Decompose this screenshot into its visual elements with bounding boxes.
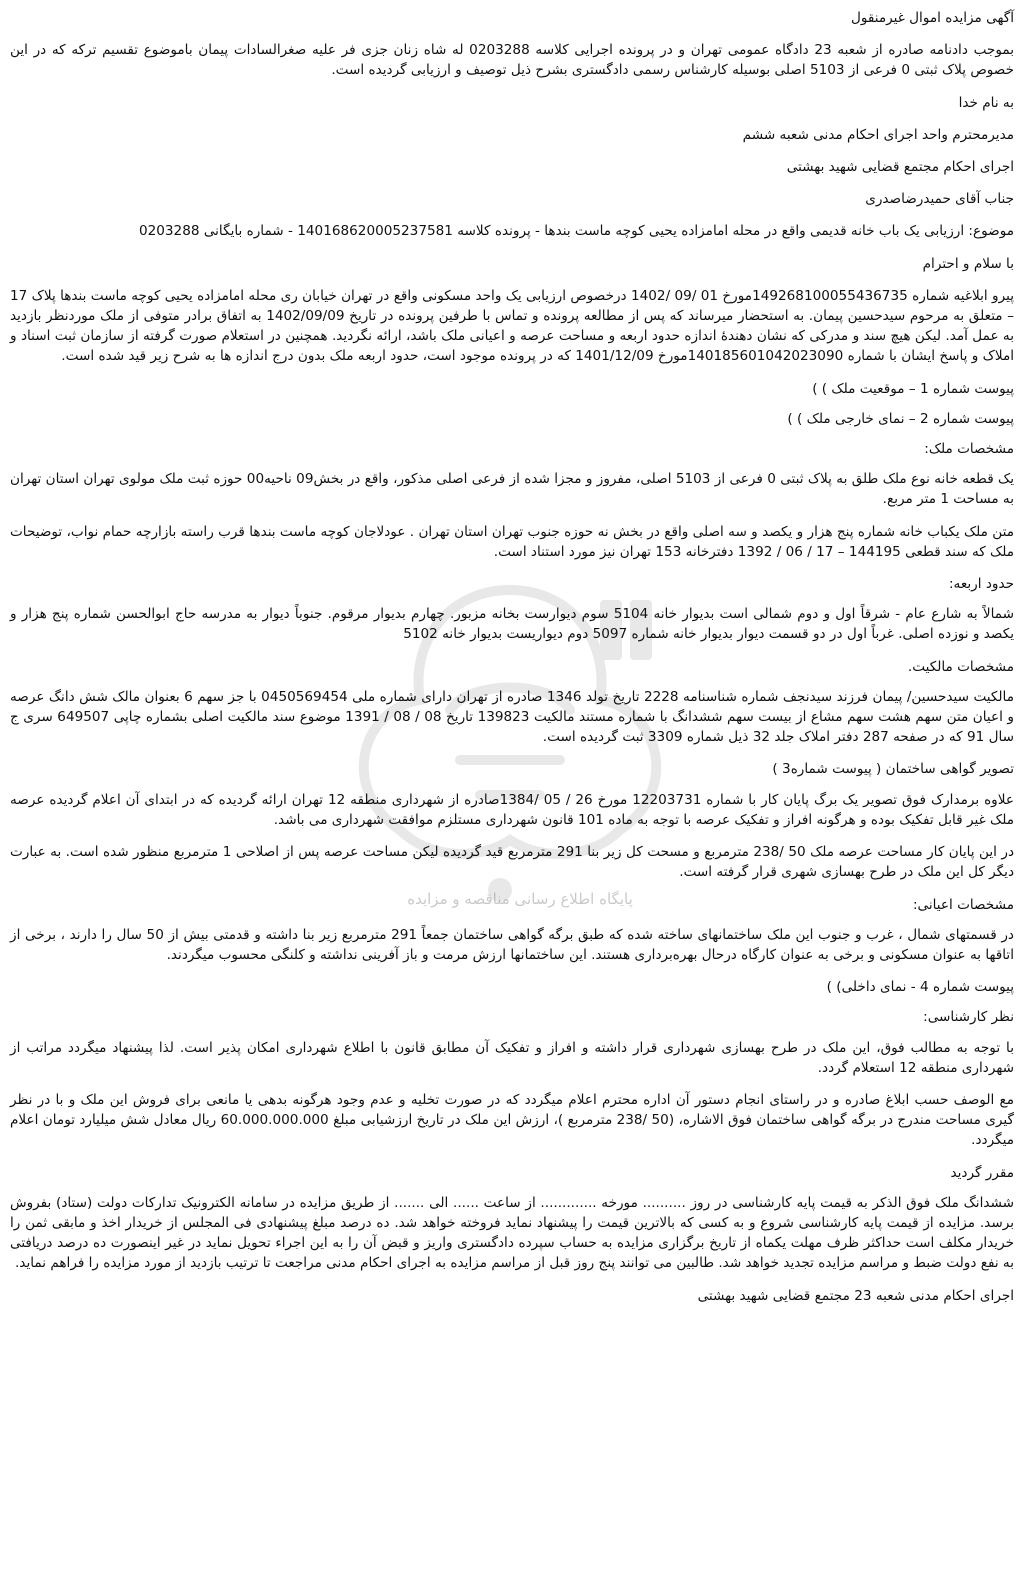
heading-decision: مقرر گردید	[950, 1164, 1014, 1181]
subject-line: موضوع: ارزیابی یک باب خانه قدیمی واقع در محله امامزاده یحیی کوچه ماست بندها - پرونده کلاسه 140168620005237581 - شماره بایگانی 0203288	[138, 223, 1014, 240]
signature-line: اجرای احکام مدنی شعبه 23 مجتمع قضایی شهید بهشتی	[697, 1287, 1014, 1304]
opinion-paragraph-2: مع الوصف حسب ابلاغ صادره و در راستای انجام دستور آن اداره محترم اعلام میگردد که در صورت تخلیه و عدم وجود هرگونه بدهی یا مانعی برای فروش این ملک و با در نظر گیری مساحت مندرج در برگه گواهی ساختمان فوق الاشاره، (50 /238 مترمربع )، ارزش این ملک در تاریخ ارزشیابی مبلغ 60.000.000.000 ریال معادل شش میلیارد تومان اعلام میگردد.	[10, 1091, 1014, 1149]
property-paragraph-1: یک قطعه خانه نوع ملک طلق به پلاک ثبتی 0 فرعی از 5103 اصلی، مفروز و مجزا شده از فرعی اصلی مذکور، واقع در بخش09 ناحیه00 حوزه ثبت ملک مولوی تهران استان تهران به مساحت 1 متر مربع.	[10, 471, 1014, 508]
bounds-paragraph: شمالاً به شارع عام - شرقاً اول و دوم شمالی است بدیوار خانه 5104 سوم دیوارست بخانه مزبور. چهارم بدیوار مرقوم. جنوباً دیوار به مدرسه حاج ابوالحسن شماره پنج هزار و یکصد و نوزده اصلی. غرباً اول در دو قسمت دیوار بدیوار خانه شماره 5097 دوم دیواریست بدیوار خانه 5102	[10, 606, 1014, 643]
certificate-paragraph-2: در این پایان کار مساحت عرصه ملک 50 /238 مترمربع و مسحت کل زیر بنا 291 مترمربع قید گردیده لیکن مساحت عرصه پس از اصلاحی 1 مترمربع منظور شده است. به عبارت دیگر کل این ملک در طرح بهسازی شهری قرار گرفته است.	[10, 844, 1014, 881]
opinion-paragraph-1: با توجه به مطالب فوق، این ملک در طرح بهسازی شهرداری قرار داشته و افراز و تفکیک آن مطابق قانون با اطلاع شهرداری امکان پذیر است. لذا پیشنهاد میگردد مراتب از شهرداری منطقه 12 استعلام گردد.	[10, 1039, 1014, 1076]
heading-ownership: مشخصات مالکیت.	[907, 658, 1014, 675]
attachment-2: پیوست شماره 2 – نمای خارجی ملک ) )	[787, 410, 1014, 427]
heading-property: مشخصات ملک:	[924, 441, 1014, 458]
property-paragraph-2: متن ملک یکباب خانه شماره پنج هزار و یکصد و سه اصلی واقع در بخش نه حوزه جنوب تهران استان تهران . عودلاجان کوچه ماست بندها قرب راسته بازارچه حمام نواب، توضیحات ملک که سند قطعی 144195 – 17 / 06 / 1392 دفترخانه 153 تهران نیز مورد استناد است.	[10, 523, 1014, 560]
attachment-1: پیوست شماره 1 – موقعیت ملک ) )	[812, 380, 1014, 397]
recipient-line-2: اجرای احکام مجتمع قضایی شهید بهشتی	[786, 159, 1014, 176]
heading-building: مشخصات اعیانی:	[912, 896, 1014, 913]
recipient-line-3: جناب آقای حمیدرضاصدری	[865, 191, 1014, 208]
bismillah: به نام خدا	[958, 94, 1014, 111]
notice-title: آگهی مزایده اموال غیرمنقول	[850, 10, 1014, 26]
attachment-4: پیوست شماره 4 - نمای داخلی) )	[826, 979, 1014, 996]
heading-bounds: حدود اربعه:	[948, 576, 1014, 593]
decision-paragraph: ششدانگ ملک فوق الذکر به قیمت پایه کارشناسی در روز .......... مورخه ............. از ساعت ...... الی ....... از طریق مزایده در سامانه الکترونیک تدارکات دولت (ستاد) بفروش برسد. مزایده از قیمت پایه کارشناسی شروع و به کسی که بالاترین قیمت را پیشنهاد نماید فروخته خواهد شد. ده درصد مبلغ پیشنهادی فی المجلس از خریدار اخذ و مابقی ثمن را خریدار مکلف است حداکثر ظرف مهلت یکماه از تاریخ برگزاری مزایده به حساب سپرده دادگستری واریز و قبض آن را به این اجراء تحویل نماید در غیر اینصورت ده درصد دریافتی به نفع دولت ضبط و مراسم مزایده تجدید خواهد شد. طالبین می توانند پنج روز قبل از مراسم مزایده به اجرای احکام مدنی مراجعت تا ترتیب بازدید از مورد مزایده را فراهم نماید.	[10, 1194, 1014, 1272]
notice-intro: بموجب دادنامه صادره از شعبه 23 دادگاه عمومی تهران و در پرونده اجرایی کلاسه 0203288 له شاه زنان جزی فر علیه صغرالسادات پیمان باموضوع تقسیم ترکه که در این خصوص پلاک ثبتی 0 فرعی از 5103 اصلی بوسیله کارشناس رسمی دادگستری بشرح ذیل توصیف و ارزیابی گردیده است.	[10, 42, 1014, 79]
heading-opinion: نظر کارشناسی:	[923, 1009, 1014, 1026]
heading-certificate: تصویر گواهی ساختمان ( پیوست شماره3 )	[772, 761, 1014, 778]
greeting: با سلام و احترام	[922, 255, 1014, 272]
certificate-paragraph-1: علاوه برمدارک فوق تصویر یک برگ پایان کار با شماره 12203731 مورخ 26 / 05 /1384صادره از شهرداری منطقه 12 تهران ارائه گردیده که در ابتدای آن اعلام گردیده عرصه ملک غیر قابل تفکیک بوده و هرگونه افراز و تفکیک عرصه با توجه به ماده 101 قانون شهرداری مستلزم موافقت شهرداری می باشد.	[10, 791, 1014, 828]
recipient-line-1: مدیرمحترم واحد اجرای احکام مدنی شعبه ششم	[742, 126, 1014, 143]
watermark-text: پایگاه اطلاع رسانی مناقصه و مزایده	[407, 890, 633, 908]
body-paragraph-1: پیرو ابلاغیه شماره 149268100055436735مورخ 01 /09 /1402 درخصوص ارزیابی یک واحد مسکونی واقع در تهران خیابان ری محله امامزاده یحیی کوچه ماست بندها پلاک 17 – متعلق به مرحوم سیدحسین پیمان. به استحضار میرساند که پس از مطالعه پرونده و تماس با طرفین پرونده در تاریخ 1402/09/09 به اتفاق برادر متوفی از ملک موردنظر بازدید به عمل آمد. لیکن هیچ سند و مدرکی که نشان دهندهٔ اندازه حدود اربعه و مساحت عرصه و اعیانی ملک باشد، ارائه نگردید. همچنین در استعلام صورت گرفته از سازمان ثبت اسناد و املاک و پاسخ ایشان با شماره 140185601042023090مورخ 1401/12/09 که در پرونده موجود است، حدود اربعه ملک بدون درج اندازه ها به شرح زیر قید شده است.	[10, 287, 1014, 365]
building-paragraph: در قسمتهای شمال ، غرب و جنوب این ملک ساختمانهای ساخته شده که طبق برگه گواهی ساختمان جمعاً 291 مترمربع زیر بنا داشته و قدمتی بیش از 50 سال را دارند ، برخی از اتاقها به عنوان مسکونی و برخی به عنوان کارگاه درحال بهره‌برداری هستند. این ساختمانها ارزش مرمت و باز آفرینی نداشته و کلنگی محسوب میگردند.	[10, 926, 1014, 963]
ownership-paragraph: مالکیت سیدحسین/ پیمان فرزند سیدنجف شماره شناسنامه 2228 تاریخ تولد 1346 صادره از تهران دارای شماره ملی 0450569454 با جز سهم 6 بعنوان مالک شش دانگ عرصه و اعیان متن سهم هشت سهم مشاع از بیست سهم ششدانگ با شماره مستند مالکیت 139823 تاریخ 08 / 08 / 1391 موضوع سند مالکیت اصلی بشماره چاپی 649507 سری ج سال 91 که در صفحه 287 دفتر املاک جلد 32 ذیل شماره 3309 ثبت گردیده است.	[10, 688, 1014, 746]
